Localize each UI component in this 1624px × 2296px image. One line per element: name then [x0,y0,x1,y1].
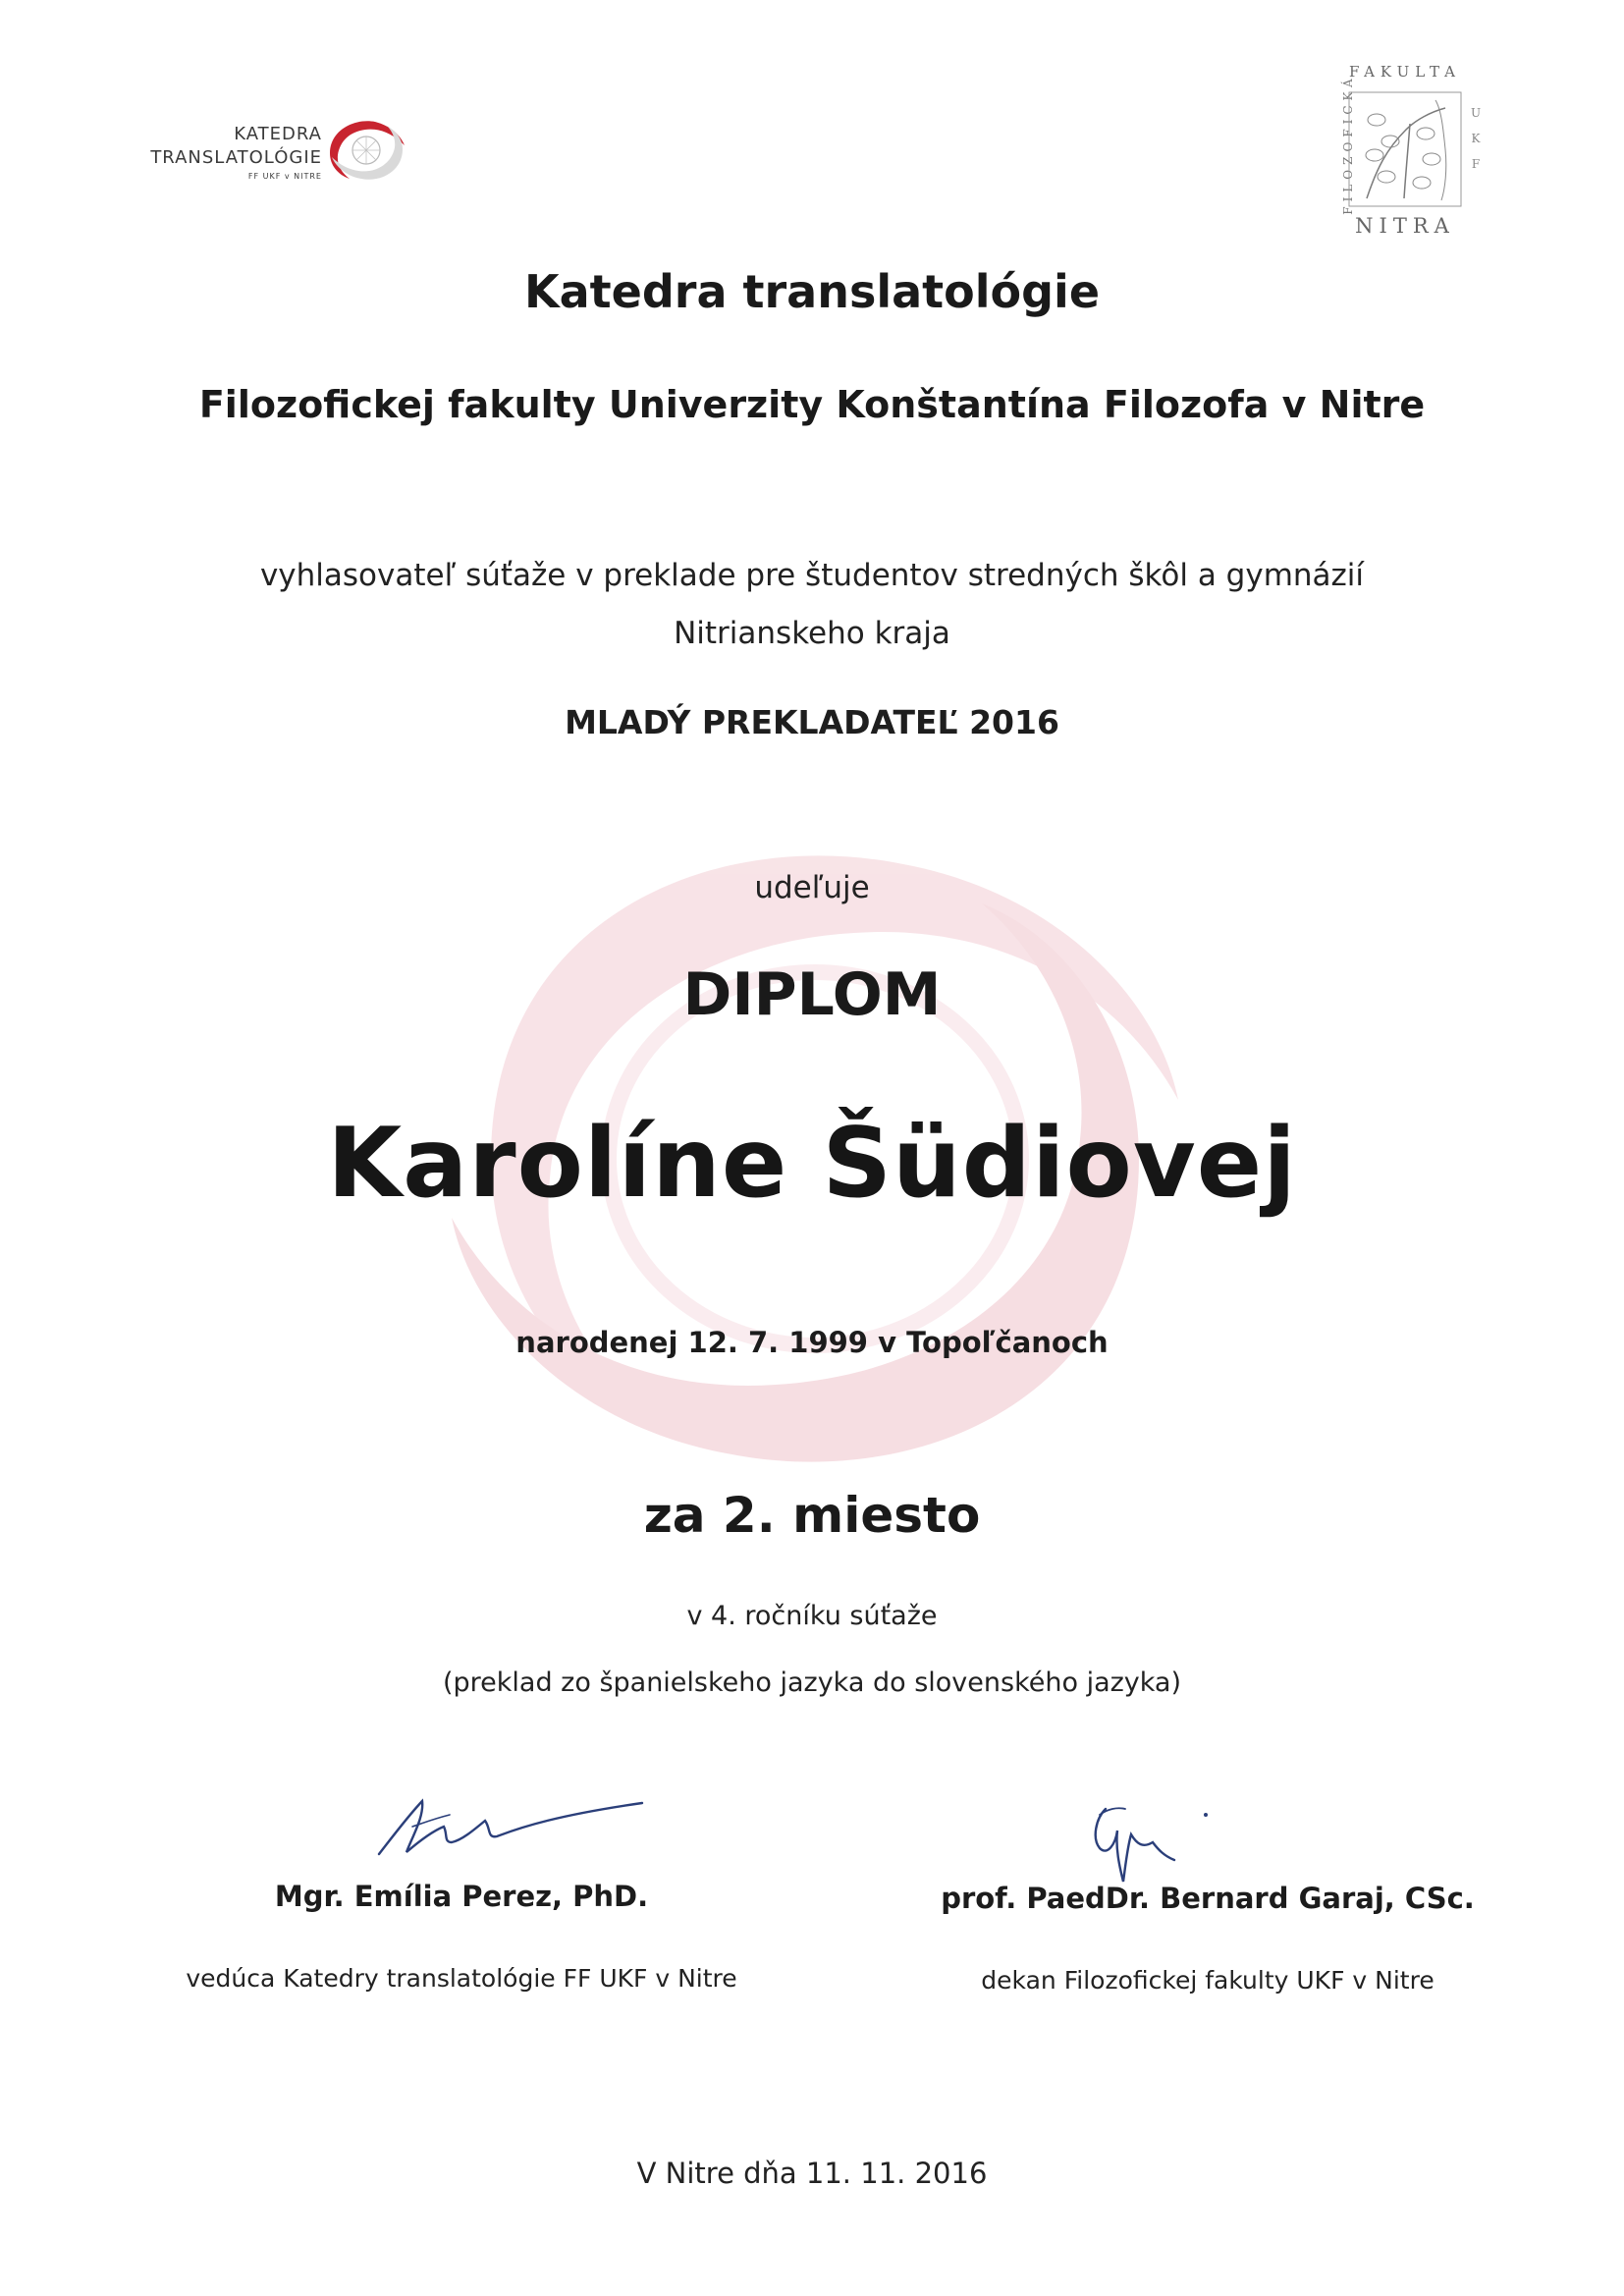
seal-bottom-text: NITRA [1355,214,1455,238]
logo-line-1: KATEDRA [234,124,322,144]
logo-line-3: FF UKF v NITRE [247,172,322,181]
competition-title: MLADÝ PREKLADATEĽ 2016 [565,703,1059,741]
placement: za 2. miesto [643,1487,981,1544]
seal-left-text: FILOZOFICKÁ [1341,74,1355,215]
seal-tree-icon [1347,90,1463,208]
signatory-title-right: dekan Filozofickej fakulty UKF v Nitre [981,1966,1435,1995]
faculty-seal [1322,61,1489,240]
edition-info: v 4. ročníku súťaže [686,1601,938,1631]
signature-block-left [167,1777,756,2033]
organizer-line: vyhlasovateľ súťaže v preklade pre študentov stredných škôl a gymnázií [259,558,1365,593]
department-name: Katedra translatológie [523,265,1101,318]
signature-left-icon [167,1777,756,1876]
department-logo [126,116,420,204]
issue-date: V Nitre dňa 11. 11. 2016 [636,2157,988,2190]
department-emblem-icon [322,116,410,185]
seal-right-letter: K [1471,132,1481,145]
recipient-name: Karolíne Šüdiovej [327,1108,1297,1220]
signatory-name-right: prof. PaedDr. Bernard Garaj, CSc. [941,1882,1475,1915]
birth-info: narodenej 12. 7. 1999 v Topoľčanoch [515,1326,1109,1359]
awards-text: udeľuje [754,870,870,905]
department-logo-text [150,126,322,181]
signatory-title-left: vedúca Katedry translatológie FF UKF v Nitre [186,1964,737,1993]
logo-line-2: TRANSLATOLÓGIE [150,147,322,168]
seal-top-text: FAKULTA [1348,63,1461,81]
region-line: Nitrianskeho kraja [674,616,950,651]
signature-right-icon [913,1779,1502,1887]
signature-block-right [913,1779,1502,2035]
signatory-name-left: Mgr. Emília Perez, PhD. [274,1880,649,1913]
faculty-name: Filozofickej fakulty Univerzity Konštantína Filozofa v Nitre [198,383,1426,426]
seal-right-text [1469,100,1483,177]
seal-right-letter: F [1471,157,1481,171]
translation-info: (preklad zo španielskeho jazyka do slovenského jazyka) [442,1667,1182,1698]
seal-right-letter: U [1470,106,1482,120]
document-type: DIPLOM [682,960,942,1029]
